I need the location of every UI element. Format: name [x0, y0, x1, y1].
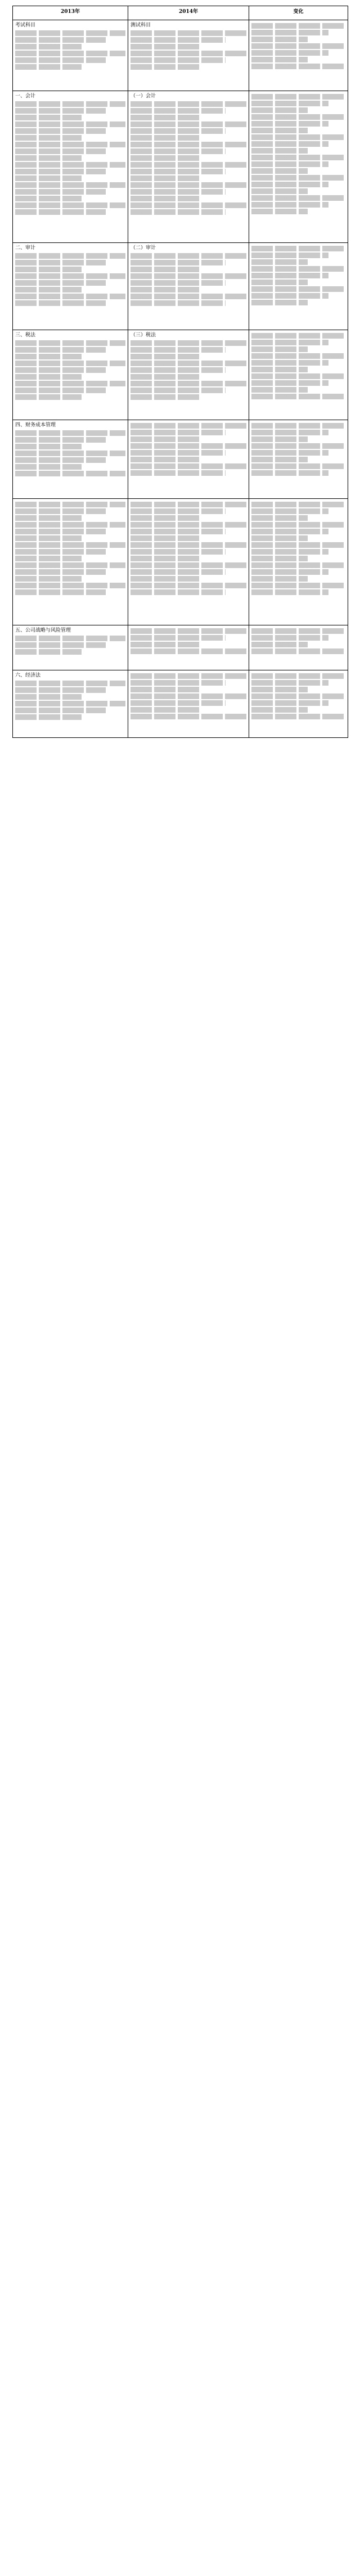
illegible-text	[251, 423, 345, 429]
illegible-text	[15, 576, 82, 582]
illegible-text	[15, 464, 82, 470]
illegible-text	[15, 189, 106, 195]
illegible-text	[130, 361, 246, 366]
cell-2013	[13, 330, 128, 420]
illegible-text	[15, 502, 125, 507]
illegible-text	[15, 583, 125, 588]
illegible-text	[251, 360, 328, 366]
illegible-text	[251, 707, 308, 713]
illegible-text	[15, 202, 125, 208]
illegible-text	[251, 589, 328, 595]
table-row	[13, 420, 348, 499]
illegible-text	[130, 367, 226, 373]
cell-line: 二、审计	[15, 245, 36, 251]
illegible-text	[130, 687, 200, 692]
illegible-text	[130, 253, 246, 259]
table-body	[13, 20, 348, 738]
illegible-text	[130, 470, 226, 476]
illegible-text	[251, 333, 345, 339]
illegible-text	[130, 294, 246, 299]
illegible-text	[251, 522, 345, 528]
cell-2014	[128, 243, 249, 330]
illegible-text	[251, 353, 345, 359]
cell-line: 六、经济法	[15, 673, 41, 678]
cell-2014	[128, 330, 249, 420]
illegible-text	[130, 443, 246, 449]
illegible-text	[15, 44, 82, 49]
illegible-text	[251, 380, 328, 386]
header-changes: 变化	[249, 6, 348, 20]
illegible-text	[251, 430, 328, 435]
illegible-text	[251, 693, 345, 699]
cell-changes	[249, 499, 348, 625]
illegible-text	[130, 529, 226, 534]
illegible-text	[130, 430, 226, 435]
cell-2013	[13, 670, 128, 738]
illegible-text	[15, 121, 125, 127]
illegible-text	[130, 148, 226, 154]
illegible-text	[15, 196, 82, 201]
illegible-text	[251, 50, 328, 56]
illegible-text	[130, 209, 226, 215]
illegible-text	[251, 508, 328, 514]
cell-line: 四、财务成本管理	[15, 422, 56, 428]
illegible-text	[15, 30, 125, 36]
table-row	[13, 499, 348, 625]
illegible-text	[130, 628, 246, 634]
cell-2014	[128, 20, 249, 91]
illegible-text	[251, 253, 328, 258]
cell-2014	[128, 499, 249, 625]
illegible-text	[130, 450, 226, 456]
illegible-text	[130, 287, 200, 292]
illegible-text	[251, 101, 328, 106]
illegible-text	[130, 583, 246, 588]
cell-changes	[249, 625, 348, 670]
illegible-text	[251, 148, 308, 154]
illegible-text	[130, 436, 200, 442]
illegible-text	[130, 535, 200, 541]
illegible-text	[130, 423, 246, 429]
illegible-text	[251, 293, 328, 299]
illegible-text	[15, 515, 82, 521]
cell-line: （二）审计	[130, 245, 156, 251]
illegible-text	[251, 628, 345, 634]
illegible-text	[251, 635, 328, 641]
illegible-text	[251, 346, 308, 352]
illegible-text	[15, 209, 106, 215]
illegible-text	[15, 51, 125, 56]
illegible-text	[130, 502, 246, 507]
cell-changes	[249, 243, 348, 330]
illegible-text	[130, 340, 246, 346]
illegible-text	[15, 64, 82, 70]
illegible-text	[15, 642, 106, 648]
header-2013: 2013年	[13, 6, 128, 20]
illegible-text	[15, 148, 106, 154]
illegible-text	[130, 202, 246, 208]
illegible-text	[251, 246, 345, 251]
illegible-text	[130, 700, 226, 706]
illegible-text	[251, 515, 308, 521]
cell-2014	[128, 625, 249, 670]
illegible-text	[15, 714, 82, 720]
illegible-text	[15, 374, 82, 380]
cell-line: 一、会计	[15, 93, 36, 99]
illegible-text	[130, 37, 226, 43]
illegible-text	[15, 381, 125, 386]
illegible-text	[15, 101, 125, 107]
illegible-text	[251, 535, 308, 541]
illegible-text	[15, 430, 125, 436]
illegible-text	[251, 367, 308, 372]
table-row	[13, 20, 348, 91]
illegible-text	[15, 361, 125, 366]
illegible-text	[251, 273, 328, 278]
illegible-text	[130, 576, 200, 582]
illegible-text	[130, 155, 200, 161]
table-row	[13, 625, 348, 670]
syllabus-comparison-table	[12, 6, 348, 738]
table-row	[13, 243, 348, 330]
cell-2013	[13, 91, 128, 243]
illegible-text	[251, 195, 345, 201]
table-header-row	[13, 6, 348, 20]
illegible-text	[15, 347, 106, 353]
illegible-text	[130, 267, 200, 272]
illegible-text	[251, 266, 345, 272]
illegible-text	[130, 648, 246, 654]
illegible-text	[130, 589, 226, 595]
illegible-text	[130, 121, 246, 127]
illegible-text	[130, 508, 226, 514]
illegible-text	[130, 562, 246, 568]
illegible-text	[130, 569, 226, 575]
illegible-text	[130, 354, 200, 359]
illegible-text	[15, 280, 106, 286]
illegible-text	[130, 162, 246, 168]
illegible-text	[251, 107, 308, 113]
illegible-text	[15, 267, 82, 272]
illegible-text	[130, 300, 226, 306]
illegible-text	[130, 273, 246, 279]
illegible-text	[15, 471, 125, 476]
illegible-text	[251, 128, 308, 133]
illegible-text	[15, 57, 106, 63]
illegible-text	[130, 189, 226, 195]
illegible-text	[251, 286, 345, 292]
illegible-text	[15, 444, 82, 449]
illegible-text	[130, 64, 200, 70]
cell-2013	[13, 243, 128, 330]
illegible-text	[15, 681, 125, 686]
illegible-text	[130, 30, 246, 36]
cell-2013	[13, 20, 128, 91]
illegible-text	[251, 569, 328, 575]
illegible-text	[130, 57, 226, 63]
illegible-text	[130, 115, 200, 120]
illegible-text	[130, 108, 226, 114]
illegible-text	[15, 687, 106, 693]
illegible-text	[15, 708, 106, 713]
cell-2014	[128, 420, 249, 499]
illegible-text	[130, 381, 246, 386]
illegible-text	[130, 388, 226, 393]
illegible-text	[130, 515, 200, 521]
illegible-text	[251, 648, 345, 654]
illegible-text	[15, 562, 125, 568]
illegible-text	[251, 373, 345, 379]
illegible-text	[130, 693, 246, 699]
cell-changes	[249, 91, 348, 243]
illegible-text	[130, 169, 226, 174]
cell-changes	[249, 420, 348, 499]
cell-line: （三）税法	[130, 332, 156, 338]
illegible-text	[251, 542, 345, 548]
illegible-text	[251, 121, 328, 127]
illegible-text	[251, 134, 345, 140]
illegible-text	[15, 128, 106, 134]
illegible-text	[251, 155, 345, 160]
illegible-text	[130, 457, 200, 462]
illegible-text	[15, 354, 82, 359]
illegible-text	[15, 701, 125, 706]
illegible-text	[15, 556, 82, 561]
illegible-text	[251, 37, 308, 42]
illegible-text	[130, 128, 226, 134]
illegible-text	[251, 463, 345, 469]
illegible-text	[15, 294, 125, 299]
illegible-text	[251, 340, 328, 345]
illegible-text	[130, 347, 226, 353]
illegible-text	[15, 437, 106, 443]
illegible-text	[251, 673, 345, 679]
illegible-text	[251, 443, 345, 449]
cell-changes	[249, 330, 348, 420]
illegible-text	[130, 394, 200, 400]
illegible-text	[130, 556, 200, 561]
illegible-text	[130, 714, 246, 719]
illegible-text	[251, 642, 308, 647]
illegible-text	[251, 529, 328, 534]
illegible-text	[15, 522, 125, 528]
illegible-text	[130, 542, 246, 548]
illegible-text	[15, 694, 82, 700]
cell-2014	[128, 670, 249, 738]
illegible-text	[15, 260, 106, 265]
cell-2013	[13, 499, 128, 625]
illegible-text	[15, 569, 106, 575]
illegible-text	[15, 394, 82, 400]
illegible-text	[251, 209, 308, 214]
illegible-text	[130, 673, 246, 679]
cell-line: （一）会计	[130, 93, 156, 99]
table-row	[13, 670, 348, 738]
illegible-text	[130, 260, 226, 265]
illegible-text	[251, 394, 345, 399]
illegible-text	[15, 162, 125, 168]
illegible-text	[15, 287, 82, 292]
illegible-text	[251, 687, 308, 692]
illegible-text	[251, 182, 328, 187]
illegible-text	[15, 535, 82, 541]
illegible-text	[130, 51, 246, 56]
illegible-text	[15, 636, 125, 641]
illegible-text	[130, 182, 246, 188]
illegible-text	[251, 562, 345, 568]
illegible-text	[251, 64, 345, 69]
illegible-text	[251, 114, 345, 120]
cell-line: 考试科目	[15, 22, 36, 28]
illegible-text	[15, 115, 82, 120]
illegible-text	[130, 280, 226, 286]
illegible-text	[130, 175, 200, 181]
illegible-text	[130, 642, 200, 647]
illegible-text	[15, 169, 106, 174]
illegible-text	[251, 168, 308, 174]
illegible-text	[251, 457, 308, 462]
illegible-text	[251, 280, 308, 285]
illegible-text	[15, 542, 125, 548]
cell-changes	[249, 670, 348, 738]
illegible-text	[251, 450, 328, 456]
illegible-text	[251, 714, 345, 719]
cell-line: 三、税法	[15, 332, 36, 338]
illegible-text	[251, 23, 345, 29]
illegible-text	[15, 589, 106, 595]
illegible-text	[251, 43, 345, 49]
header-2014: 2014年	[128, 6, 249, 20]
illegible-text	[15, 367, 106, 373]
illegible-text	[130, 549, 226, 555]
illegible-text	[15, 340, 125, 346]
illegible-text	[130, 707, 200, 713]
illegible-text	[15, 135, 82, 141]
illegible-text	[251, 549, 328, 555]
illegible-text	[15, 451, 125, 456]
illegible-text	[251, 502, 345, 507]
table-row	[13, 330, 348, 420]
illegible-text	[251, 300, 308, 305]
illegible-text	[130, 101, 246, 107]
illegible-text	[251, 202, 328, 208]
illegible-text	[15, 37, 106, 43]
illegible-text	[130, 196, 200, 201]
table-row	[13, 91, 348, 243]
illegible-text	[15, 508, 106, 514]
illegible-text	[251, 436, 308, 442]
illegible-text	[251, 30, 328, 35]
illegible-text	[251, 57, 308, 62]
illegible-text	[251, 141, 328, 147]
illegible-text	[130, 374, 200, 380]
illegible-text	[15, 457, 106, 463]
illegible-text	[251, 94, 345, 100]
illegible-text	[251, 470, 328, 476]
illegible-text	[251, 188, 308, 194]
illegible-text	[251, 175, 345, 181]
illegible-text	[15, 549, 106, 555]
illegible-text	[251, 583, 345, 588]
illegible-text	[15, 273, 125, 279]
cell-2013	[13, 625, 128, 670]
illegible-text	[15, 649, 82, 655]
cell-2013	[13, 420, 128, 499]
illegible-text	[15, 175, 82, 181]
illegible-text	[15, 388, 106, 393]
illegible-text	[251, 556, 308, 561]
illegible-text	[130, 463, 246, 469]
illegible-text	[251, 161, 328, 167]
illegible-text	[130, 142, 246, 147]
illegible-text	[15, 300, 106, 306]
illegible-text	[15, 253, 125, 259]
cell-line: 五、公司战略与风险管理	[15, 628, 71, 633]
illegible-text	[130, 522, 246, 528]
illegible-text	[251, 387, 308, 393]
illegible-text	[15, 182, 125, 188]
cell-changes	[249, 20, 348, 91]
illegible-text	[15, 529, 106, 534]
cell-line: 测试科目	[130, 22, 151, 28]
illegible-text	[15, 142, 125, 147]
illegible-text	[251, 576, 308, 582]
illegible-text	[130, 135, 200, 141]
illegible-text	[130, 44, 200, 49]
illegible-text	[130, 635, 226, 641]
illegible-text	[15, 155, 82, 161]
illegible-text	[251, 680, 328, 686]
illegible-text	[251, 259, 308, 265]
illegible-text	[130, 680, 226, 686]
illegible-text	[251, 700, 328, 706]
illegible-text	[15, 108, 106, 114]
cell-2014	[128, 91, 249, 243]
